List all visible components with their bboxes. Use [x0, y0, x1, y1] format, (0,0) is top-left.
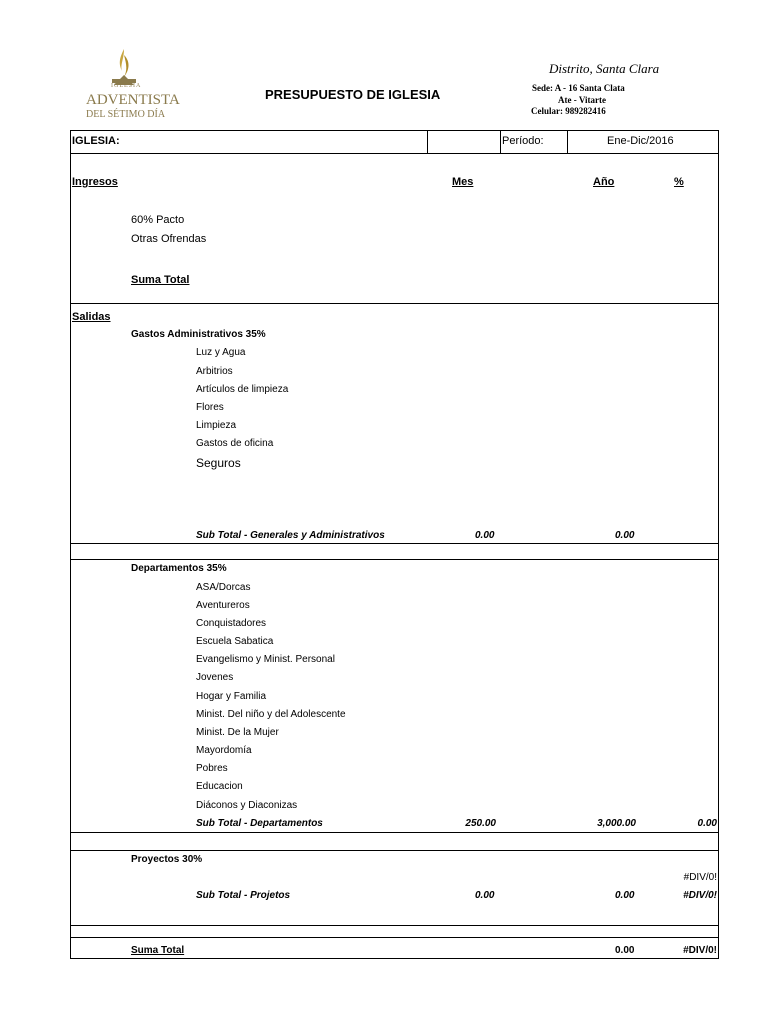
department-item: Hogar y Familia: [196, 691, 267, 702]
projects-subtotal-month: 0.00: [475, 890, 495, 901]
expenses-heading: Salidas: [72, 311, 111, 323]
department-item: Diáconos y Diaconizas: [196, 800, 298, 811]
income-item: 60% Pacto: [131, 214, 185, 226]
departments-subtotal-label: Sub Total - Departamentos: [196, 818, 323, 829]
admin-subtotal-month: 0.00: [475, 530, 495, 541]
grand-total-pct: #DIV/0!: [683, 945, 717, 956]
divider: [70, 543, 718, 544]
col-pct-header: %: [674, 176, 684, 188]
department-item: Minist. Del niño y del Adolescente: [196, 709, 346, 720]
admin-subtotal-year: 0.00: [615, 530, 635, 541]
department-item: Pobres: [196, 763, 228, 774]
department-item: Mayordomía: [196, 745, 252, 756]
department-item: Jovenes: [196, 672, 234, 683]
divider: [70, 303, 718, 304]
department-item: ASA/Dorcas: [196, 582, 251, 593]
divider: [70, 130, 718, 131]
admin-heading: Gastos Administrativos 35%: [131, 329, 266, 340]
department-item: Escuela Sabatica: [196, 636, 274, 647]
divider: [70, 937, 718, 938]
department-item: Minist. De la Mujer: [196, 727, 279, 738]
logo-line-3: DEL SÉTIMO DÍA: [86, 109, 166, 120]
income-item: Otras Ofrendas: [131, 233, 207, 245]
department-item: Aventureros: [196, 600, 250, 611]
admin-subtotal-label: Sub Total - Generales y Administrativos: [196, 530, 385, 541]
projects-subtotal-pct: #DIV/0!: [683, 890, 717, 901]
grand-total-year: 0.00: [615, 945, 635, 956]
projects-subtotal-label: Sub Total - Projetos: [196, 890, 291, 901]
departments-subtotal-pct: 0.00: [697, 818, 717, 829]
department-item: Educacion: [196, 781, 243, 792]
admin-item: Limpieza: [196, 420, 237, 431]
church-label: IGLESIA:: [72, 135, 120, 147]
logo-line-2: ADVENTISTA: [86, 92, 180, 108]
district-name: Distrito, Santa Clara: [549, 61, 660, 76]
period-label: Período:: [502, 135, 544, 147]
divider: [567, 130, 568, 153]
sede-address: Sede: A - 16 Santa Clata: [532, 83, 625, 93]
page-title: PRESUPUESTO DE IGLESIA: [265, 87, 441, 102]
divider: [70, 153, 718, 154]
admin-item: Arbitrios: [196, 366, 233, 377]
admin-item: Artículos de limpieza: [196, 384, 289, 395]
cellphone: Celular: 989282416: [531, 106, 606, 116]
admin-item: Seguros: [196, 456, 241, 470]
frame-right: [718, 130, 719, 959]
departments-subtotal-year: 3,000.00: [597, 818, 636, 829]
divider: [70, 958, 718, 959]
col-year-header: Año: [593, 176, 615, 188]
projects-subtotal-year: 0.00: [615, 890, 635, 901]
divider: [427, 130, 428, 153]
divider: [70, 925, 718, 926]
divider: [70, 850, 718, 851]
location: Ate - Vitarte: [558, 95, 606, 105]
departments-heading: Departamentos 35%: [131, 563, 227, 574]
frame-left: [70, 130, 71, 959]
divider: [70, 832, 718, 833]
admin-item: Luz y Agua: [196, 347, 246, 358]
divider: [500, 130, 501, 153]
admin-item: Gastos de oficina: [196, 438, 274, 449]
logo-line-1: IGLESIA: [111, 83, 142, 89]
col-month-header: Mes: [452, 176, 474, 188]
grand-total-label: Suma Total: [131, 945, 185, 956]
income-heading: Ingresos: [72, 176, 118, 188]
period-value: Ene-Dic/2016: [607, 135, 674, 147]
departments-subtotal-month: 250.00: [465, 818, 496, 829]
department-item: Evangelismo y Minist. Personal: [196, 654, 335, 665]
projects-row-pct: #DIV/0!: [683, 872, 717, 883]
income-total-label: Suma Total: [131, 274, 190, 286]
projects-heading: Proyectos 30%: [131, 854, 203, 865]
admin-item: Flores: [196, 402, 224, 413]
department-item: Conquistadores: [196, 618, 267, 629]
divider: [70, 559, 718, 560]
